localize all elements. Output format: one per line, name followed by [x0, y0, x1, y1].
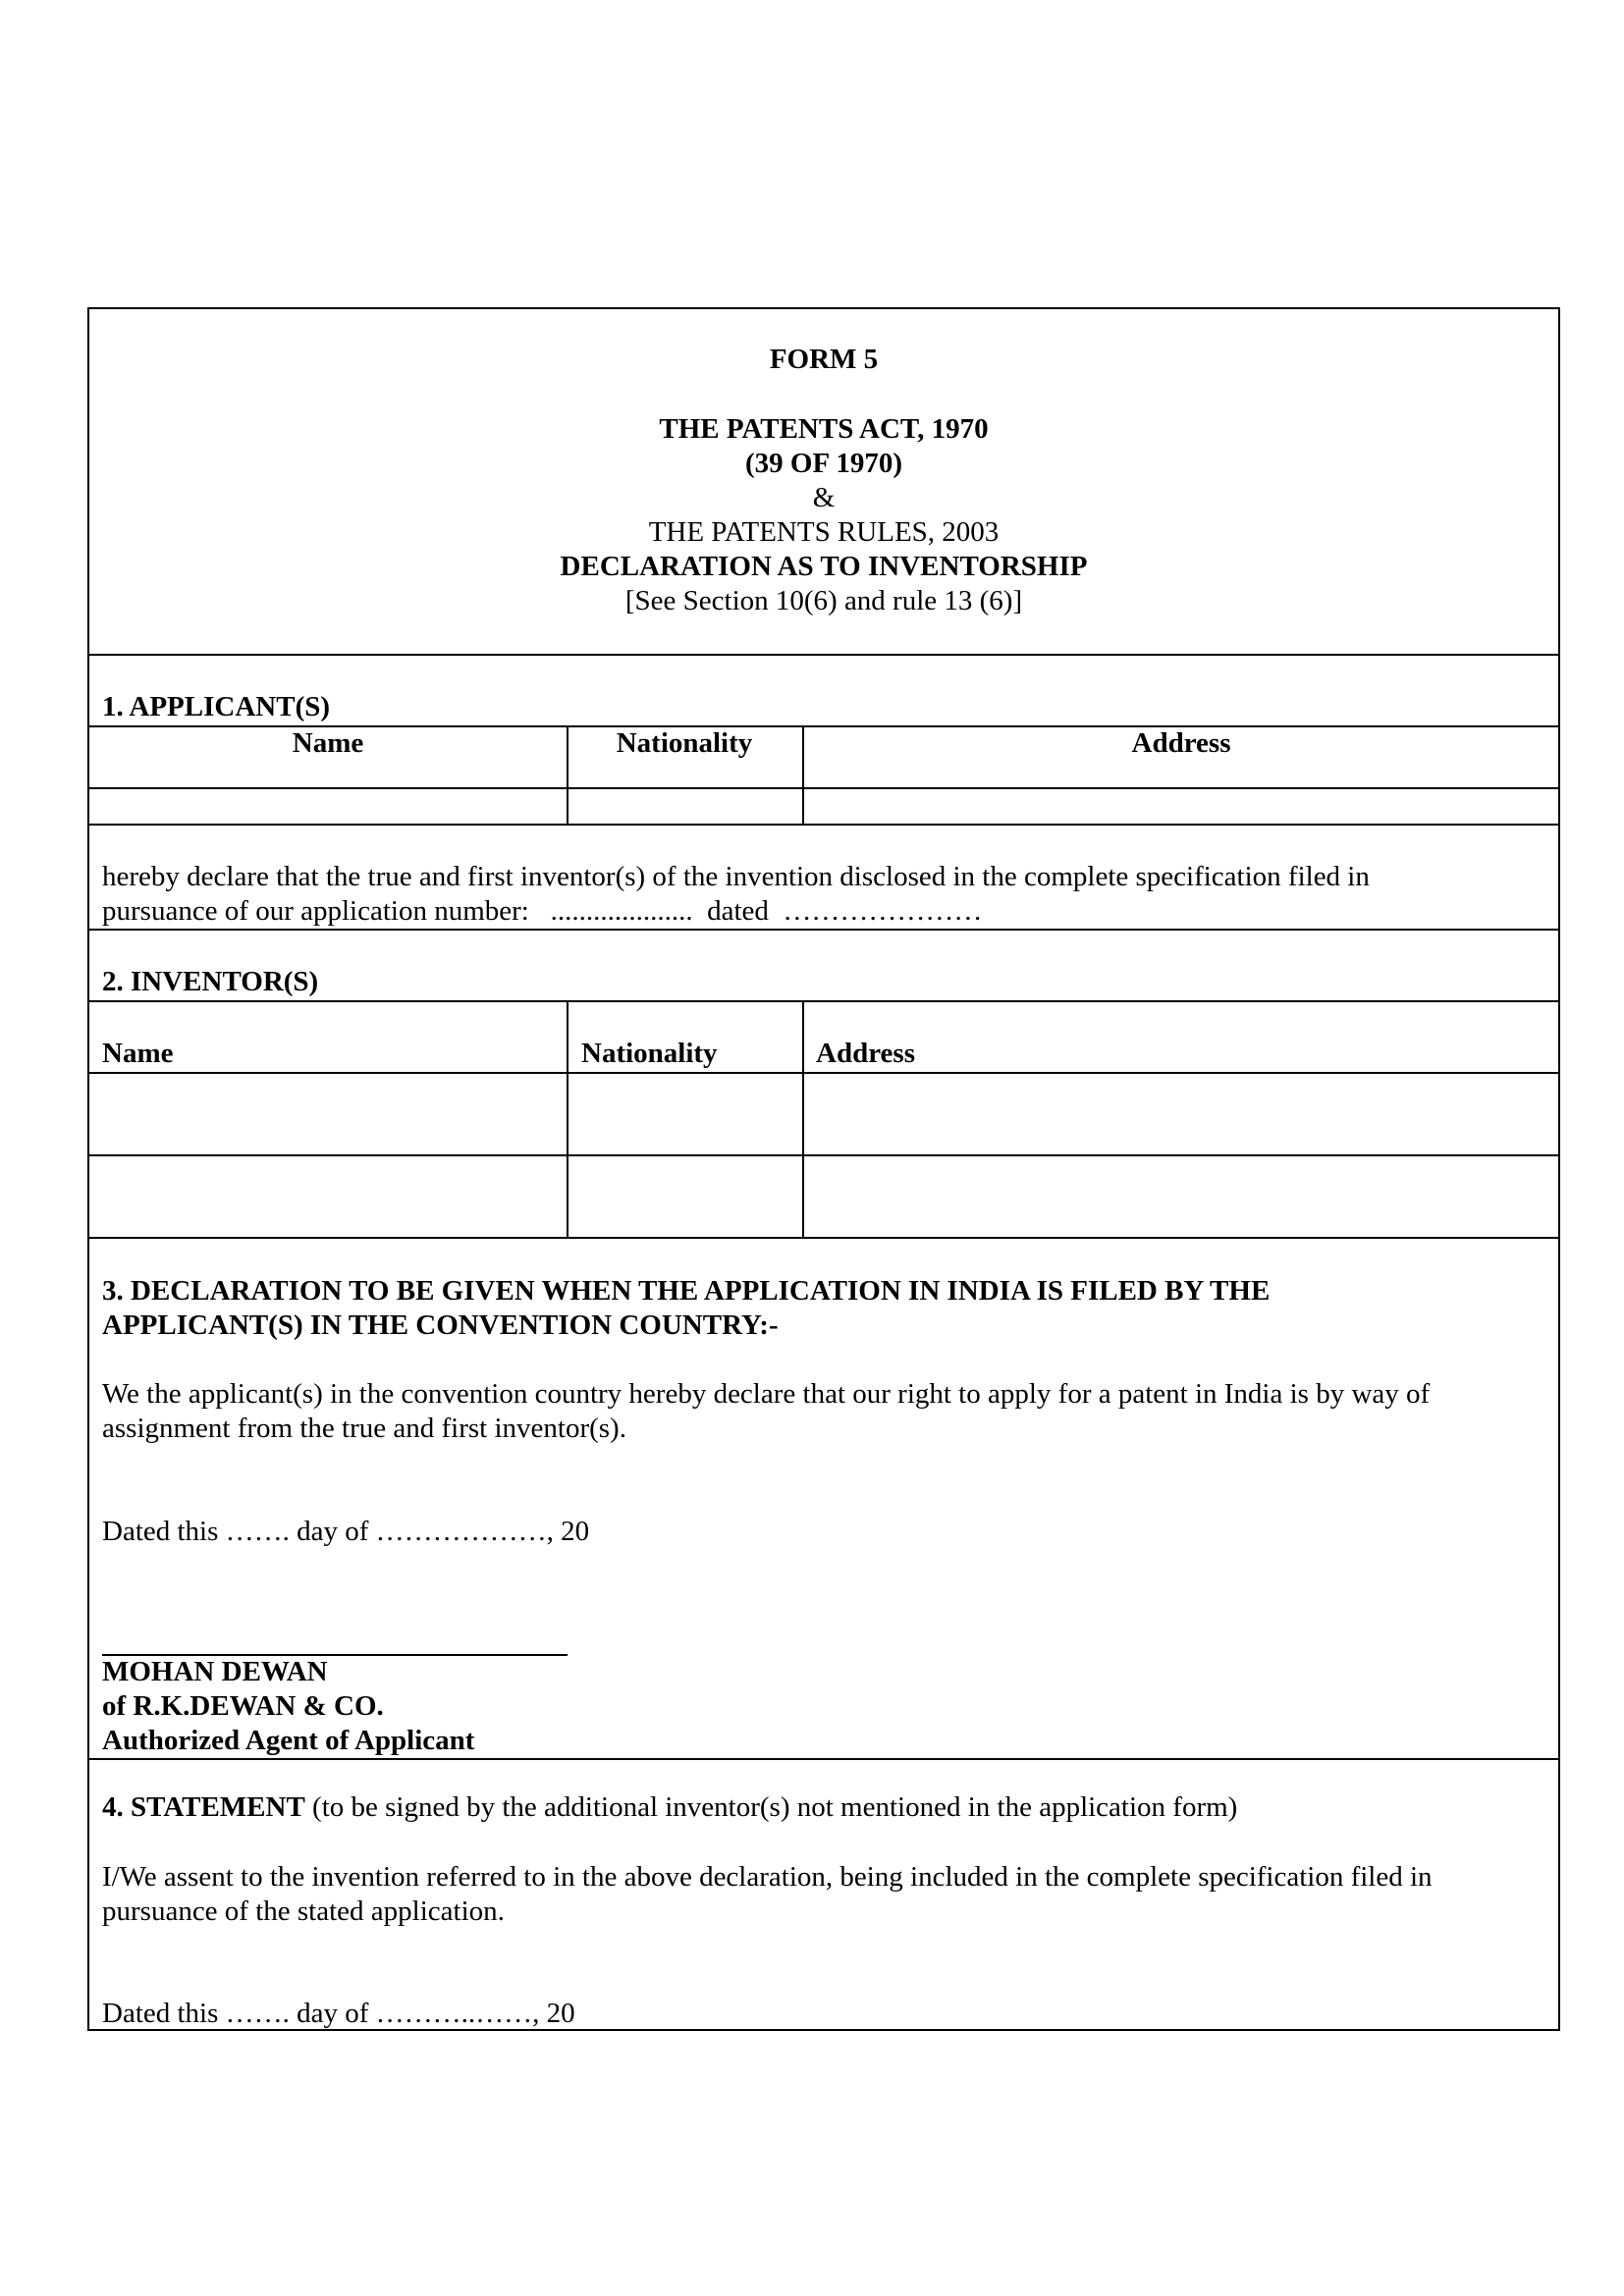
signatory-firm: of R.K.DEWAN & CO. [102, 1690, 384, 1722]
form-5-declaration [87, 307, 1560, 2031]
ampersand: & [812, 482, 836, 513]
inventors-col-nationality: Nationality [581, 1038, 718, 1069]
applicants-col-address: Address [1131, 727, 1231, 759]
form-number: FORM 5 [769, 344, 879, 375]
applicants-col-name: Name [292, 727, 364, 759]
applicants-heading: 1. APPLICANT(S) [102, 691, 331, 722]
column-divider [567, 1000, 568, 1237]
divider [89, 1237, 1558, 1239]
inventors-col-name: Name [102, 1038, 174, 1069]
divider [89, 1000, 1558, 1002]
column-divider [802, 725, 804, 824]
page-title: DECLARATION AS TO INVENTORSHIP [560, 551, 1088, 582]
section-4-dated: Dated this ……. day of ………..……, 20 [102, 1998, 575, 2029]
divider [89, 654, 1558, 656]
section-3-text-line-1: We the applicant(s) in the convention country hereby declare that our right to apply for a patent in India is by way of [102, 1378, 1431, 1410]
declaration-line-2: pursuance of our application number: .................... dated ………………… [102, 895, 983, 927]
section-4-heading-bold: 4. STATEMENT [102, 1791, 305, 1823]
divider [89, 824, 1558, 826]
divider [89, 1154, 1558, 1156]
column-divider [802, 1000, 804, 1237]
section-4-heading-rest: (to be signed by the additional inventor(s) not mentioned in the application form) [304, 1791, 1238, 1823]
section-3-heading-line-1: 3. DECLARATION TO BE GIVEN WHEN THE APPLICATION IN INDIA IS FILED BY THE [102, 1275, 1271, 1307]
rules-title: THE PATENTS RULES, 2003 [648, 516, 1000, 548]
divider [89, 1072, 1558, 1074]
act-number: (39 OF 1970) [744, 448, 902, 479]
section-3-dated: Dated this ……. day of ………………, 20 [102, 1516, 590, 1547]
act-title: THE PATENTS ACT, 1970 [659, 413, 989, 445]
section-4-heading [102, 1790, 1519, 1825]
section-3-heading-line-2: APPLICANT(S) IN THE CONVENTION COUNTRY:- [102, 1309, 779, 1341]
signatory-name: MOHAN DEWAN [102, 1656, 328, 1687]
divider [89, 1758, 1558, 1760]
divider [89, 929, 1558, 931]
signatory-role: Authorized Agent of Applicant [102, 1725, 475, 1756]
inventors-col-address: Address [816, 1038, 915, 1069]
declaration-line-1: hereby declare that the true and first inventor(s) of the invention disclosed in the complete specification filed in [102, 861, 1370, 892]
section-4-text-line-1: I/We assent to the invention referred to in the above declaration, being included in the complete specification filed in [102, 1861, 1433, 1893]
section-4-text-line-2: pursuance of the stated application. [102, 1896, 505, 1927]
section-3-text-line-2: assignment from the true and first inventor(s). [102, 1413, 626, 1444]
section-reference: [See Section 10(6) and rule 13 (6)] [624, 585, 1023, 616]
column-divider [567, 725, 568, 824]
inventors-heading: 2. INVENTOR(S) [102, 966, 319, 997]
applicants-col-nationality: Nationality [616, 727, 753, 759]
divider [89, 787, 1558, 789]
